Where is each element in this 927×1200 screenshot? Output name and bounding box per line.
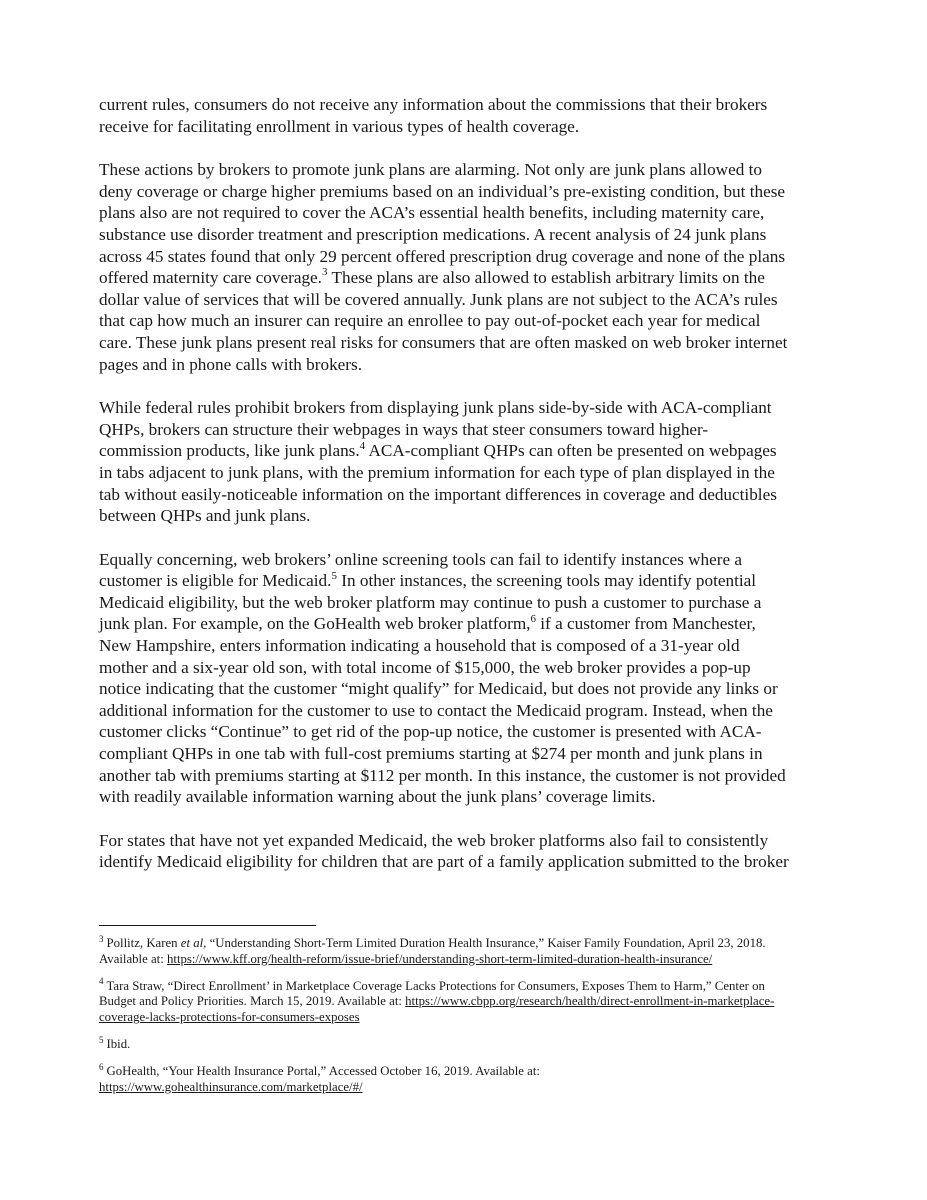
text-line: Equally concerning, web brokers’ online screening tools can fail to identify instances where a bbox=[99, 549, 743, 569]
text-line: pages and in phone calls with brokers. bbox=[99, 354, 362, 374]
text-segment: These plans are also allowed to establish arbitrary limits on the bbox=[327, 268, 765, 288]
footnote-line bbox=[99, 952, 839, 968]
footnote-5 bbox=[99, 1034, 839, 1053]
footnote-link[interactable]: https://www.gohealthinsurance.com/marketplace/#/ bbox=[99, 1079, 363, 1094]
footnote-number: 5 bbox=[99, 1034, 104, 1045]
paragraph-5 bbox=[99, 830, 839, 873]
footnote-ref-6: 6 bbox=[530, 612, 536, 625]
footnote-6 bbox=[99, 1061, 839, 1096]
footnote-ref-4: 4 bbox=[359, 439, 366, 452]
text-line: compliant QHPs in one tab with full-cost premiums starting at $274 per month and junk plans in bbox=[99, 744, 763, 764]
footnotes bbox=[99, 933, 839, 1106]
footnote-link[interactable]: coverage-lacks-protections-for-consumers-exposes bbox=[99, 1010, 360, 1025]
text-line-with-footnote-ref bbox=[99, 440, 839, 462]
text-segment-italic: et al bbox=[180, 936, 204, 950]
text-segment: offered maternity care coverage. bbox=[99, 268, 322, 288]
footnote-ref-5: 5 bbox=[331, 569, 337, 582]
text-segment: , “Understanding Short-Term Limited Duration Health Insurance,” Kaiser Family Foundation, April 23, 2018. bbox=[203, 936, 766, 950]
body-text bbox=[99, 94, 839, 895]
text-line: care. These junk plans present real risks for consumers that are often masked on web broker internet bbox=[99, 332, 788, 352]
footnote-line bbox=[99, 1010, 839, 1026]
text-segment: customer is eligible for Medicaid. bbox=[99, 571, 332, 591]
text-segment: In other instances, the screening tools may identify potential bbox=[336, 571, 757, 591]
text-line-with-footnote-ref bbox=[99, 267, 839, 289]
text-line: mother and a six-year old son, with total income of $15,000, the web broker provides a pop-up bbox=[99, 657, 751, 677]
text-segment: commission products, like junk plans. bbox=[99, 441, 360, 461]
footnote-line bbox=[99, 1061, 839, 1080]
text-line: For states that have not yet expanded Medicaid, the web broker platforms also fail to consistently bbox=[99, 830, 769, 850]
footnote-line bbox=[99, 1080, 839, 1096]
footnote-ref-3: 3 bbox=[321, 266, 328, 279]
text-line: substance use disorder treatment and prescription medications. A recent analysis of 24 junk plans bbox=[99, 224, 767, 244]
text-segment: Ibid. bbox=[106, 1036, 131, 1051]
text-segment: Budget and Policy Priorities. March 15, 2019. Available at: bbox=[99, 994, 406, 1009]
paragraph-4 bbox=[99, 549, 839, 808]
text-segment: Available at: bbox=[99, 951, 167, 966]
text-line: While federal rules prohibit brokers from displaying junk plans side-by-side with ACA-compliant bbox=[99, 398, 772, 418]
text-line: deny coverage or charge higher premiums based on an individual’s pre-existing condition, but these bbox=[99, 181, 786, 201]
text-line: customer clicks “Continue” to get rid of the pop-up notice, the customer is presented with ACA- bbox=[99, 722, 762, 742]
footnote-3 bbox=[99, 933, 839, 968]
text-segment: GoHealth, “Your Health Insurance Portal,” Accessed October 16, 2019. Available at: bbox=[106, 1063, 540, 1078]
footnote-link[interactable]: https://www.cbpp.org/research/health/direct-enrollment-in-marketplace- bbox=[405, 994, 775, 1009]
text-line: across 45 states found that only 29 percent offered prescription drug coverage and none of the plans bbox=[99, 246, 786, 266]
footnote-line bbox=[99, 976, 839, 995]
text-segment: junk plan. For example, on the GoHealth web broker platform, bbox=[99, 614, 531, 634]
text-line-with-footnote-ref bbox=[99, 570, 839, 592]
footnote-line bbox=[99, 994, 839, 1010]
text-line: QHPs, brokers can structure their webpages in ways that steer consumers toward higher- bbox=[99, 419, 709, 439]
text-line: current rules, consumers do not receive any information about the commissions that their brokers bbox=[99, 95, 768, 114]
paragraph-2 bbox=[99, 159, 839, 375]
paragraph-3 bbox=[99, 397, 839, 527]
text-line: tab without easily-noticeable information on the important differences in coverage and deductibles bbox=[99, 484, 777, 504]
text-segment: if a customer from Manchester, bbox=[535, 614, 756, 634]
text-line: New Hampshire, enters information indicating a household that is composed of a 31-year old bbox=[99, 636, 740, 656]
text-line: receive for facilitating enrollment in various types of health coverage. bbox=[99, 116, 580, 136]
text-line: notice indicating that the customer “might qualify” for Medicaid, but does not provide any links or bbox=[99, 679, 778, 699]
footnote-divider bbox=[99, 925, 316, 926]
paragraph-1 bbox=[99, 94, 839, 137]
text-line: dollar value of services that will be covered annually. Junk plans are not subject to the ACA’s rules bbox=[99, 289, 778, 309]
footnote-line bbox=[99, 933, 839, 952]
footnote-number: 3 bbox=[99, 933, 104, 944]
footnote-number: 4 bbox=[99, 976, 104, 987]
text-line: that cap how much an insurer can require an enrollee to pay out-of-pocket each year for medical bbox=[99, 311, 761, 331]
text-line: between QHPs and junk plans. bbox=[99, 506, 311, 526]
footnote-number: 6 bbox=[99, 1061, 104, 1072]
text-line: additional information for the customer to use to contact the Medicaid program. Instead, when the bbox=[99, 700, 773, 720]
footnote-4 bbox=[99, 976, 839, 1026]
text-line: another tab with premiums starting at $112 per month. In this instance, the customer is not provided bbox=[99, 765, 786, 785]
footnote-link[interactable]: https://www.kff.org/health-reform/issue-brief/understanding-short-term-limited-duration-health-insurance/ bbox=[166, 951, 713, 966]
text-line-with-footnote-ref bbox=[99, 613, 839, 635]
footnote-line bbox=[99, 1034, 839, 1053]
text-line: in tabs adjacent to junk plans, with the premium information for each type of plan displayed in the bbox=[99, 462, 775, 482]
text-segment: Pollitz, Karen bbox=[106, 936, 181, 950]
text-segment: Tara Straw, “Direct Enrollment’ in Marketplace Coverage Lacks Protections for Consumers, Exposes Them to Harm,” Center on bbox=[106, 978, 765, 993]
text-line: with readily available information warning about the junk plans’ coverage limits. bbox=[99, 787, 656, 807]
text-line: plans also are not required to cover the ACA’s essential health benefits, including maternity care, bbox=[99, 203, 765, 223]
text-line: These actions by brokers to promote junk plans are alarming. Not only are junk plans allowed to bbox=[99, 160, 762, 180]
text-line: Medicaid eligibility, but the web broker platform may continue to push a customer to purchase a bbox=[99, 592, 762, 612]
text-line: identify Medicaid eligibility for children that are part of a family application submitted to the broker bbox=[99, 852, 789, 872]
text-segment: ACA-compliant QHPs can often be presented on webpages bbox=[365, 441, 777, 461]
